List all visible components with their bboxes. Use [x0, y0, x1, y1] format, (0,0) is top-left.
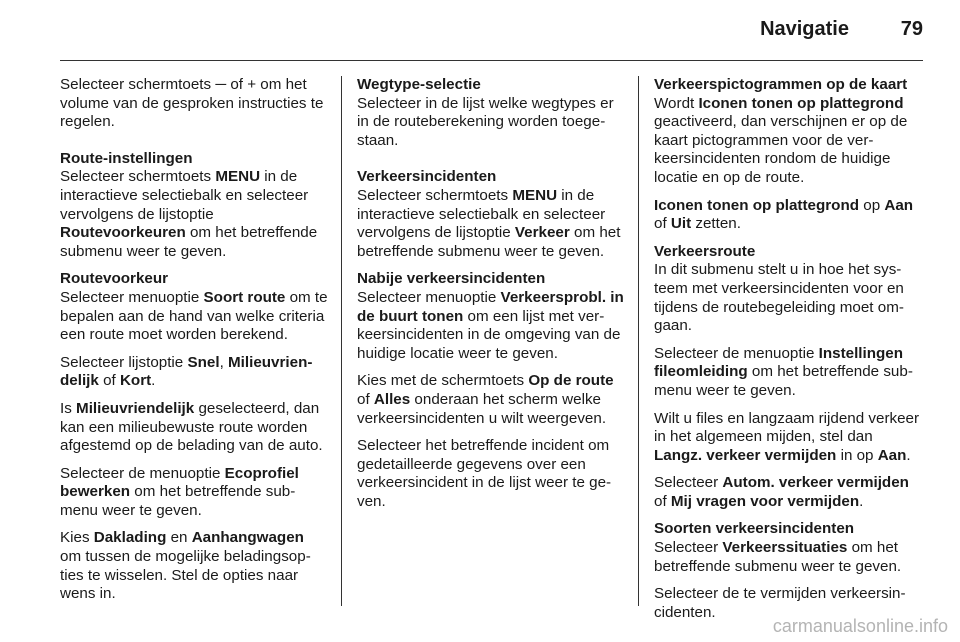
section-heading: Route-instellingen: [60, 149, 193, 167]
traffic-route-section: Verkeersroute In dit submenu stelt u in hoe het systeem met verkeersincidenten voor en tijdens de routebegeleiding moet omgaan.: [654, 243, 924, 336]
header-rule: [60, 60, 923, 61]
page-number: 79: [900, 18, 923, 40]
section-heading: Verkeersincidenten: [357, 168, 497, 186]
paragraph: Selecteer Autom. verkeer vermijden of Mij vragen voor vermijden.: [654, 474, 909, 510]
route-preference-section: Routevoorkeur Selecteer menuoptie Soort route om te bepalen aan de hand van welke criteria een route moet worden berekend.: [60, 270, 328, 344]
paragraph: Iconen tonen op plattegrond op Aan of Uit zetten.: [654, 196, 914, 233]
section-heading: Routevoorkeur: [60, 270, 169, 288]
section-heading: Verkeerspictogrammen op de kaart: [654, 76, 908, 93]
section-heading: Soorten verkeersincidenten: [654, 520, 855, 538]
paragraph: Kies met de schermtoets Op de route of Alles onderaan het scherm welke verkeersincidenten u wilt weergeven.: [357, 372, 614, 427]
paragraph: Selecteer de menuoptie Ecoprofiel bewerken om het betreffende submenu weer te geven.: [60, 464, 299, 519]
section-heading: Wegtype-selectie: [357, 76, 481, 93]
minus-icon: ─: [215, 76, 227, 93]
column-1: [60, 76, 328, 604]
paragraph: Selecteer de te vermijden verkeersincidenten.: [654, 585, 906, 621]
route-settings-section: Route-instellingen Selecteer schermtoets MENU in de interactieve selectiebalk en selecteer vervolgens de lijstoptie Routevoorkeuren om het betreffende submenu weer te geven.: [60, 150, 328, 262]
column-divider-1: [341, 76, 342, 606]
traffic-incidents-section: Verkeersincidenten Selecteer schermtoets MENU in de interactieve selectiebalk en selecteer vervolgens de lijstoptie Verkeer om het betreffende submenu weer te geven.: [357, 168, 625, 261]
column-2: [357, 76, 625, 511]
page-header: [60, 0, 923, 60]
paragraph: Selecteer het betreffende incident om gedetailleerde gegevens over een verkeersincident in de lijst weer te geven.: [357, 437, 612, 510]
incident-types-section: Soorten verkeersincidenten Selecteer Verkeerssituaties om het betreffende submenu weer te geven.: [654, 520, 924, 576]
volume-paragraph: Selecteer schermtoets ─ of + om het volume van de gesproken instructies te regelen.: [60, 76, 324, 131]
paragraph: Selecteer lijstoptie Snel, Milieuvriendelijk of Kort.: [60, 353, 313, 390]
section-heading: Nabije verkeersincidenten: [357, 270, 546, 288]
traffic-icons-section: Verkeerspictogrammen op de kaart Wordt Iconen tonen op plattegrond geactiveerd, dan verschijnen er op de kaart pictogrammen voor de verkeersincidenten rondom de huidige locatie en op de route.: [654, 76, 924, 188]
column-3: [654, 76, 924, 622]
paragraph: Is Milieuvriendelijk geselecteerd, dan kan een milieubewuste route worden afgestemd op de belading van de auto.: [60, 399, 323, 455]
road-type-section: Wegtype-selectie Selecteer in de lijst welke wegtypes er in de routeberekening worden toegestaan.: [357, 76, 625, 150]
page-title: Navigatie: [760, 18, 849, 40]
nearby-incidents-section: Nabije verkeersincidenten Selecteer menuoptie Verkeersprobl. in de buurt tonen om een lijst met verkeersincidenten in de omgeving van de huidige locatie weer te geven.: [357, 270, 624, 362]
column-divider-2: [638, 76, 639, 606]
paragraph: Wilt u files en langzaam rijdend verkeer in het algemeen mijden, stel dan Langz. verkeer vermijden in op Aan.: [654, 409, 920, 464]
watermark[interactable]: carmanualsonline.info: [772, 616, 948, 636]
plus-icon: +: [247, 76, 257, 93]
paragraph: Kies Daklading en Aanhangwagen om tussen de mogelijke beladingsopties te wisselen. Stel de opties naar wens in.: [60, 529, 311, 603]
section-heading: Verkeersroute: [654, 242, 756, 260]
paragraph: Selecteer de menuoptie Instellingen fileomleiding om het betreffende submenu weer te geven.: [654, 344, 913, 399]
